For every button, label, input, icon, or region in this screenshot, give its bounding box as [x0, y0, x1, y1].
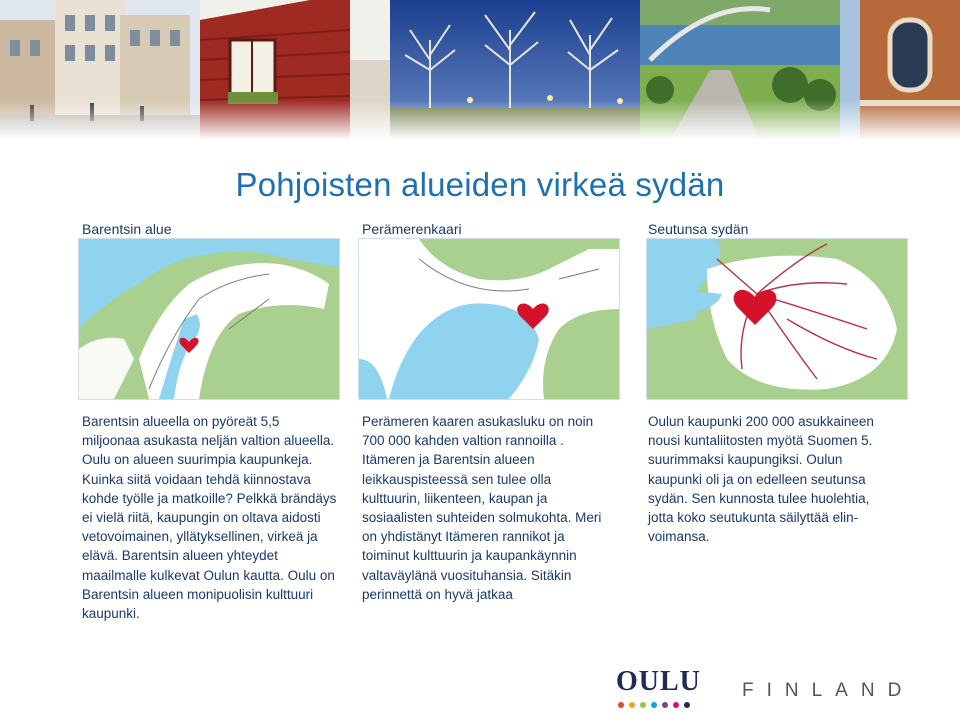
heading-barents: Barentsin alue [82, 221, 172, 237]
page-title: Pohjoisten alueiden virkeä sydän [235, 166, 725, 203]
logo-dot [684, 702, 690, 708]
oulu-logo [616, 668, 706, 712]
map-barents-region [78, 238, 340, 400]
logo-dot [651, 702, 657, 708]
map-oulu-region [646, 238, 908, 400]
photo-banner [0, 0, 960, 140]
logo-dot [618, 702, 624, 708]
banner-fade [0, 100, 960, 140]
oulu-wordmark: OULU [616, 666, 701, 697]
map-bothnian-arc [358, 238, 620, 400]
text-seutunsa: Oulun kaupunki 200 000 asukkaineen nousi kuntaliitosten myötä Suomen 5. suurimmaksi kaupungiksi. Oulun kaupunki oli ja on edelleen seutunsa sydän. Sen kunnosta tulee huolehtia, jotta koko seutukunta säilyttää elin-voimansa. [648, 414, 874, 545]
heading-seutunsa: Seutunsa sydän [648, 221, 749, 237]
logo-dots [618, 702, 706, 708]
text-peramerenkaari: Perämeren kaaren asukasluku on noin 700 000 kahden valtion rannoilla . Itämeren ja Barentsin alueen leikkauspisteessä sen tulee olla kulttuurin, liikenteen, kaupan ja sosiaalisten suhteiden solmukohta. Meri on yhdistänyt Itämeren rannikot ja toiminut kulttuurin ja kaupankäynnin valtaväylänä vuosituhansia. Sitäkin perinnettä on hyvä jatkaa [362, 414, 602, 602]
finland-wordmark: FINLAND [742, 680, 915, 701]
text-barents: Barentsin alueella on pyöreät 5,5 miljoonaa asukasta neljän valtion alueella. Oulu on alueen suurimpia kaupunkeja. Kuinka siitä voidaan tehdä kiinnostava kohde työlle ja matkoille? Pelkkä brändäys ei vielä riitä, kaupungin on oltava aidosti vetovoimainen, yllätyksellinen, virkeä ja elävä. Barentsin alueen yhteydet maailmalle kulkevat Oulun kautta. Oulu on Barentsin alueen monipuolisin kulttuuri kaupunki. [82, 414, 337, 622]
logo-dot [640, 702, 646, 708]
heading-peramerenkaari: Perämerenkaari [362, 221, 462, 237]
logo-dot [673, 702, 679, 708]
logo-dot [629, 702, 635, 708]
logo-dot [662, 702, 668, 708]
